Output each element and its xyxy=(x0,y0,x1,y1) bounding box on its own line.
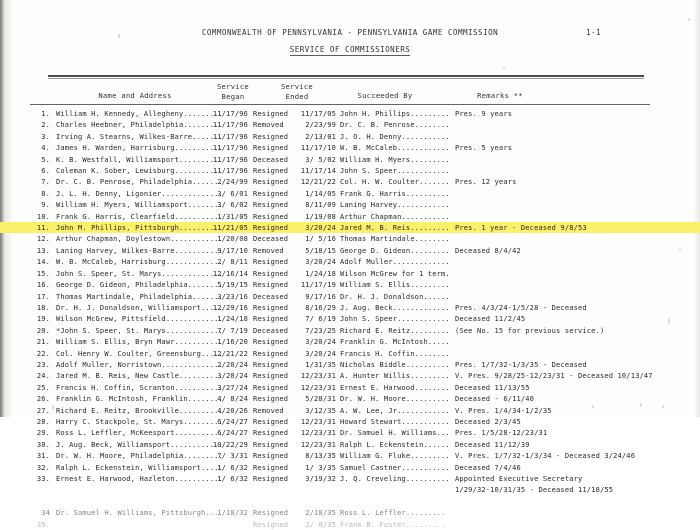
table-row[interactable] xyxy=(0,211,700,222)
succeeded-by-name: Dr. C. B. Penrose........ xyxy=(340,120,450,130)
table-row[interactable] xyxy=(0,416,700,427)
row-index: 12. xyxy=(36,234,50,244)
row-index: 25. xyxy=(36,382,50,392)
service-ended-reason: Resigned xyxy=(253,416,289,426)
table-column-headers xyxy=(0,82,700,104)
commissioner-name-and-address: Arthur Chapman, Doylestown............ xyxy=(56,234,223,244)
table-row[interactable] xyxy=(0,439,700,450)
remarks-text: Deceased 11/12/39 xyxy=(455,439,530,449)
service-ended-date: 11/17/10 xyxy=(300,143,336,153)
succeeded-by-name: Wilson McGrew for 1 term. xyxy=(340,268,450,278)
service-ended-date: 2/ 8/35 xyxy=(305,519,336,529)
table-row[interactable] xyxy=(0,473,700,484)
commissioner-name-and-address: Dr. W. H. Moore, Philadelphia......... xyxy=(56,451,223,461)
table-row[interactable] xyxy=(0,233,700,244)
service-ended-date: 11/17/19 xyxy=(300,280,336,290)
remarks-text: Pres. 1 year - Deceased 9/8/53 xyxy=(455,223,587,233)
service-ended-reason: Resigned xyxy=(253,394,289,404)
table-row[interactable] xyxy=(0,154,700,165)
column-header-name: Name and Address xyxy=(98,91,172,100)
row-index: 35. xyxy=(36,519,50,529)
row-index: 20. xyxy=(36,325,50,335)
commissioner-name-and-address: George D. Gideon, Philadelphia........ xyxy=(56,280,223,290)
table-row[interactable] xyxy=(0,348,700,359)
commissioner-name-and-address: Ross L. Leffler, McKeesport........... xyxy=(56,428,223,438)
succeeded-by-name: Frank G. Harris.......... xyxy=(340,188,450,198)
commissioner-name-and-address: Frank G. Harris, Clearfield........... xyxy=(56,211,223,221)
commissioner-name-and-address: J. Aug. Beck, Williamsport............ xyxy=(56,439,223,449)
service-ended-reason: Resigned xyxy=(253,268,289,278)
remarks-text: V. Pres. 1/4/34-1/2/35 xyxy=(455,405,552,415)
row-index: 31. xyxy=(36,451,50,461)
service-began-date: 1/24/18 xyxy=(217,314,248,324)
commissioner-name-and-address: Wilson McGrew, Pittsfield............. xyxy=(56,314,223,324)
table-row[interactable] xyxy=(0,382,700,393)
commissioner-name-and-address: Richard E. Reitz, Brookville.......... xyxy=(56,405,223,415)
succeeded-by-name: J. Q. Creveling.......... xyxy=(340,474,450,483)
service-began-date: 6/24/27 xyxy=(217,416,248,426)
remarks-text: Pres. 1/7/32-1/3/35 - Deceased xyxy=(455,359,587,369)
row-index: 9. xyxy=(41,200,50,210)
service-ended-date: 1/ 3/35 xyxy=(305,462,336,472)
service-ended-reason: Resigned xyxy=(253,314,289,324)
service-ended-reason: Resigned xyxy=(253,428,289,438)
succeeded-by-name: Ralph L. Eckenstein...... xyxy=(340,439,450,449)
service-ended-date: 8/11/09 xyxy=(305,200,336,210)
scan-speck xyxy=(503,67,505,69)
table-row-spacer xyxy=(0,496,700,507)
service-began-date: 11/17/96 xyxy=(212,166,248,176)
commissioner-name-and-address: James H. Warden, Harrisburg........... xyxy=(56,143,223,153)
service-ended-date: 12/23/31 xyxy=(300,382,336,392)
succeeded-by-name: William G. Fluke......... xyxy=(340,451,450,461)
remarks-text: V. Pres. 1/7/32-1/3/34 - Deceased 3/24/46 xyxy=(455,451,636,461)
commissioner-name-and-address: Francis H. Coffin, Scranton........... xyxy=(56,382,223,392)
service-ended-reason: Resigned xyxy=(253,109,289,118)
page-number: 1-1 xyxy=(586,28,601,37)
service-ended-reason: Deceased xyxy=(253,154,289,164)
row-index: 4. xyxy=(41,143,50,153)
remarks-text: Deceased 8/4/42 xyxy=(455,245,521,255)
remarks-text: Pres. 5 years xyxy=(455,143,513,153)
row-index: 27. xyxy=(36,405,50,415)
service-ended-reason: Resigned xyxy=(253,508,289,518)
remarks-text: Appointed Executive Secretary xyxy=(455,474,583,483)
table-row[interactable] xyxy=(0,222,700,233)
table-row[interactable] xyxy=(0,108,700,119)
succeeded-by-name: Frank B. Foster......... xyxy=(340,519,446,529)
table-row[interactable] xyxy=(0,405,700,416)
commissioner-name-and-address: W. B. McCaleb, Harrisburg............. xyxy=(56,257,223,267)
column-header-service-began: Service Began xyxy=(216,82,250,101)
row-index: 5. xyxy=(41,154,50,164)
row-index: 11. xyxy=(36,223,50,233)
remarks-text: Pres. 4/3/24-1/5/28 - Deceased xyxy=(455,302,587,312)
row-index: 34 xyxy=(41,508,50,518)
service-began-date: 11/21/05 xyxy=(212,223,248,233)
succeeded-by-name: John S. Speer............ xyxy=(340,314,450,324)
commissioner-name-and-address: K. B. Westfall, Williamsport.......... xyxy=(56,154,223,164)
service-ended-reason: Resigned xyxy=(253,166,289,176)
commissioner-name-and-address: Thomas Martindale, Philadelphia....... xyxy=(56,291,223,301)
service-began-date: 10/22/29 xyxy=(212,439,248,449)
commissioner-name-and-address: Jared M. B. Reis, New Castle.......... xyxy=(56,371,223,381)
commissioner-name-and-address: Col. Henry W. Coulter, Greensburg..... xyxy=(56,348,223,358)
commissioner-name-and-address: William H. Kennedy, Allegheny......... xyxy=(56,109,223,118)
service-ended-date: 11/17/14 xyxy=(300,166,336,176)
service-ended-date: 8/13/35 xyxy=(305,451,336,461)
table-row[interactable] xyxy=(0,302,700,313)
commissioner-name-and-address: Irving A. Stearns, Wilkes-Barre....... xyxy=(56,131,223,141)
table-row[interactable] xyxy=(0,462,700,473)
row-index: 14. xyxy=(36,257,50,267)
table-row[interactable] xyxy=(0,268,700,279)
service-ended-reason: Resigned xyxy=(253,280,289,290)
horizontal-rule-top xyxy=(48,75,644,77)
remarks-text: Deceased 11/13/55 xyxy=(455,382,530,392)
service-began-date: 1/ 6/32 xyxy=(217,474,248,483)
service-ended-date: 3/20/24 xyxy=(305,223,336,233)
succeeded-by-name: William S. Ellis......... xyxy=(340,280,450,290)
service-began-date: 1/18/32 xyxy=(217,508,248,518)
remarks-text: Pres. 12 years xyxy=(455,177,517,187)
service-began-date: 1/20/08 xyxy=(217,234,248,244)
row-index: 6. xyxy=(41,166,50,176)
service-began-date: 11/17/96 xyxy=(212,131,248,141)
service-ended-reason: Deceased xyxy=(253,234,289,244)
service-began-date: 11/17/96 xyxy=(212,154,248,164)
table-row[interactable] xyxy=(0,450,700,461)
row-index: 22. xyxy=(36,348,50,358)
table-row[interactable] xyxy=(0,291,700,302)
service-ended-reason: Resigned xyxy=(253,188,289,198)
horizontal-rule-top-thin xyxy=(48,78,644,79)
service-ended-date: 3/19/32 xyxy=(305,474,336,483)
document-title: COMMONWEALTH OF PENNSYLVANIA - PENNSYLVANIA GAME COMMISSION xyxy=(201,28,499,37)
row-index: 21. xyxy=(36,337,50,347)
table-row[interactable] xyxy=(0,507,700,518)
row-index: 2. xyxy=(41,120,50,130)
remarks-text: Deceased 7/4/46 xyxy=(455,462,521,472)
service-ended-date: 12/23/31 xyxy=(300,416,336,426)
row-index: 30. xyxy=(36,439,50,449)
row-index: 28. xyxy=(36,416,50,426)
table-row[interactable] xyxy=(0,142,700,153)
service-ended-reason: Resigned xyxy=(253,223,289,233)
service-began-date: 4/ 8/24 xyxy=(217,394,248,404)
service-ended-reason: Resigned xyxy=(253,474,289,483)
service-ended-reason: Resigned xyxy=(253,359,289,369)
service-began-date: 11/17/96 xyxy=(212,109,248,118)
row-index: 15. xyxy=(36,268,50,278)
table-row[interactable] xyxy=(0,119,700,130)
row-index: 33. xyxy=(36,474,50,483)
commissioner-name-and-address: William S. Ellis, Bryn Mawr........... xyxy=(56,337,223,347)
service-ended-reason: Deceased xyxy=(253,325,289,335)
table-row[interactable] xyxy=(0,199,700,210)
service-ended-date: 3/20/24 xyxy=(305,257,336,267)
table-row[interactable] xyxy=(0,245,700,256)
remarks-text: Deceased 2/3/45 xyxy=(455,416,521,426)
service-began-date: 4/20/26 xyxy=(217,405,248,415)
table-row[interactable] xyxy=(0,165,700,176)
service-began-date: 1/ 6/32 xyxy=(217,462,248,472)
service-ended-date: 2/13/01 xyxy=(305,131,336,141)
remarks-text: (See No. 15 for previous service.) xyxy=(455,325,605,335)
commissioner-name-and-address: Adolf Muller, Norristown.............. xyxy=(56,359,223,369)
succeeded-by-name: William H. Myers......... xyxy=(340,154,450,164)
service-ended-reason: Resigned xyxy=(253,177,289,187)
table-row[interactable] xyxy=(0,131,700,142)
succeeded-by-name: John H. Phillips......... xyxy=(340,109,450,118)
succeeded-by-name: Nicholas Biddle.......... xyxy=(340,359,450,369)
horizontal-rule-header-separator xyxy=(30,104,650,105)
row-index: 32. xyxy=(36,462,50,472)
service-ended-date: 7/ 6/19 xyxy=(305,314,336,324)
service-began-date: 3/ 6/02 xyxy=(217,200,248,210)
service-began-date: 11/17/96 xyxy=(212,120,248,130)
service-ended-reason: Resigned xyxy=(253,371,289,381)
succeeded-by-name: Laning Harvey............ xyxy=(340,200,450,210)
row-index: 10. xyxy=(36,211,50,221)
table-row[interactable] xyxy=(0,176,700,187)
row-index: 7. xyxy=(41,177,50,187)
service-ended-reason: Resigned xyxy=(253,337,289,347)
table-row[interactable] xyxy=(0,188,700,199)
succeeded-by-name: J. Aug. Beck............. xyxy=(340,302,450,312)
succeeded-by-name: Dr. H. J. Donaldson...... xyxy=(340,291,450,301)
succeeded-by-name: Samuel Castner........... xyxy=(340,462,450,472)
succeeded-by-name: J. O. H. Denny........... xyxy=(340,131,450,141)
service-ended-date: 3/20/24 xyxy=(305,337,336,347)
service-ended-date: 9/17/16 xyxy=(305,291,336,301)
service-ended-date: 1/14/05 xyxy=(305,188,336,198)
row-index: 3. xyxy=(41,131,50,141)
succeeded-by-name: Ernest E. Harwood........ xyxy=(340,382,450,392)
service-began-date: 1/16/20 xyxy=(217,337,248,347)
succeeded-by-name: George D. Gideon......... xyxy=(340,245,450,255)
remarks-text: Deceased 11/2/45 xyxy=(455,314,526,324)
service-ended-reason: Resigned xyxy=(253,439,289,449)
row-index: 1. xyxy=(41,109,50,118)
row-index: 18. xyxy=(36,302,50,312)
service-ended-reason: Resigned xyxy=(253,348,289,358)
commissioner-name-and-address: William H. Myers, Williamsport........ xyxy=(56,200,223,210)
commissioner-name-and-address: Franklin G. McIntosh, Franklin........ xyxy=(56,394,223,404)
row-index: 23. xyxy=(36,359,50,369)
table-row-continuation xyxy=(0,484,700,495)
remarks-text-continued: 1/29/32-10/31/35 - Deceased 11/18/55 xyxy=(455,485,614,495)
commissioner-name-and-address: Ernest E. Harwood, Hazleton........... xyxy=(56,474,223,483)
commissioner-name-and-address: Dr. Samuel H. Williams, Pittsburgh.... xyxy=(56,508,223,518)
service-ended-reason: Deceased xyxy=(253,291,289,301)
document-subtitle xyxy=(0,45,700,54)
commissioner-name-and-address: Dr. C. B. Penrose, Philadelphia....... xyxy=(56,177,223,187)
table-row[interactable] xyxy=(0,336,700,347)
service-ended-reason: Removed xyxy=(253,120,284,130)
service-ended-date: 12/21/22 xyxy=(300,177,336,187)
service-ended-date: 12/23/31 xyxy=(300,439,336,449)
row-index: 13. xyxy=(36,245,50,255)
commissioner-name-and-address: J. L. H. Denny, Ligonier.............. xyxy=(56,188,223,198)
commissioner-name-and-address: John M. Phillips, Pittsburgh.......... xyxy=(56,223,223,233)
table-row[interactable] xyxy=(0,256,700,267)
succeeded-by-name: W. B. McCaleb............ xyxy=(340,143,450,153)
table-row[interactable] xyxy=(0,370,700,381)
commissioner-name-and-address: Laning Harvey, Wilkes-Barre........... xyxy=(56,245,223,255)
service-ended-date: 1/24/18 xyxy=(305,268,336,278)
service-began-date: 2/20/24 xyxy=(217,359,248,369)
service-began-date: 3/ 6/01 xyxy=(217,188,248,198)
service-ended-date: 8/16/29 xyxy=(305,302,336,312)
service-ended-date: 1/31/35 xyxy=(305,359,336,369)
service-began-date: 12/29/16 xyxy=(212,302,248,312)
commissioner-name-and-address: Coleman K. Sober, Lewisburg........... xyxy=(56,166,223,176)
service-ended-reason: Resigned xyxy=(253,131,289,141)
table-row[interactable] xyxy=(0,279,700,290)
remarks-text: Pres. 9 years xyxy=(455,109,513,118)
row-index: 17. xyxy=(36,291,50,301)
row-index: 8. xyxy=(41,188,50,198)
service-began-date: 2/ 8/11 xyxy=(217,257,248,267)
succeeded-by-name: Dr. W. H. Moore.......... xyxy=(340,394,450,404)
commissioner-name-and-address: Harry C. Stackpole, St. Marys......... xyxy=(56,416,223,426)
table-row[interactable] xyxy=(0,359,700,370)
service-began-date: 7/ 3/31 xyxy=(217,451,248,461)
service-began-date: 5/19/15 xyxy=(217,280,248,290)
commissioner-name-and-address: Ralph L. Eckenstein, Williamsport..... xyxy=(56,462,223,472)
service-ended-date: 7/23/25 xyxy=(305,325,336,335)
service-ended-date: 3/ 5/02 xyxy=(305,154,336,164)
succeeded-by-name: Thomas Martindale........ xyxy=(340,234,450,244)
remarks-text: Pres. 1/5/28-12/23/31 xyxy=(455,428,548,438)
service-ended-reason: Resigned xyxy=(253,143,289,153)
service-ended-date: 3/20/24 xyxy=(305,348,336,358)
service-began-date: 2/24/99 xyxy=(217,177,248,187)
service-began-date: 7/ 7/19 xyxy=(217,325,248,335)
table-row[interactable] xyxy=(0,427,700,438)
table-row[interactable] xyxy=(0,313,700,324)
service-ended-reason: Removed xyxy=(253,245,284,255)
scan-speck xyxy=(688,18,690,21)
succeeded-by-name: Francis H. Coffin........ xyxy=(340,348,450,358)
succeeded-by-name: Arthur Chapman........... xyxy=(340,211,450,221)
succeeded-by-name: Jared M. B. Reis......... xyxy=(340,223,450,233)
succeeded-by-name: Richard E. Reitz......... xyxy=(340,325,450,335)
service-ended-reason: Resigned xyxy=(253,200,289,210)
service-began-date: 12/16/14 xyxy=(212,268,248,278)
column-header-remarks: Remarks ** xyxy=(477,91,523,100)
service-ended-reason: Resigned xyxy=(253,462,289,472)
succeeded-by-name: John S. Speer............ xyxy=(340,166,450,176)
service-ended-reason: Removed xyxy=(253,405,284,415)
service-began-date: 6/24/27 xyxy=(217,428,248,438)
service-ended-date: 12/23/31 xyxy=(300,428,336,438)
service-began-date: 3/27/24 xyxy=(217,382,248,392)
table-row[interactable] xyxy=(0,325,700,336)
row-index: 19. xyxy=(36,314,50,324)
row-index: 26. xyxy=(36,394,50,404)
service-ended-date: 5/28/31 xyxy=(305,394,336,404)
service-ended-date: 2/23/99 xyxy=(305,120,336,130)
succeeded-by-name: A. Hunter Willis......... xyxy=(340,371,450,381)
succeeded-by-name: A. W. Lee, Jr............ xyxy=(340,405,450,415)
document-subtitle-underline: SERVICE OF COMMISSIONERS xyxy=(289,45,411,54)
remarks-text: V. Pres. 9/28/25-12/23/31 - Deceased 10/13/47 xyxy=(455,371,653,381)
service-began-date: 3/20/24 xyxy=(217,371,248,381)
commissioners-table-body xyxy=(0,108,700,530)
service-ended-reason: Resigned xyxy=(253,519,289,529)
row-index: 29. xyxy=(36,428,50,438)
table-row[interactable] xyxy=(0,519,700,530)
row-index: 16. xyxy=(36,280,50,290)
service-ended-reason: Resigned xyxy=(253,257,289,267)
service-began-date: 12/21/22 xyxy=(212,348,248,358)
row-index: 24. xyxy=(36,371,50,381)
service-ended-date: 11/17/05 xyxy=(300,109,336,118)
succeeded-by-name: Ross L. Leffler......... xyxy=(340,508,446,518)
service-ended-date: 1/ 5/16 xyxy=(305,234,336,244)
column-header-service-ended: Service Ended xyxy=(280,82,314,101)
succeeded-by-name: Col. H. W. Coulter....... xyxy=(340,177,450,187)
succeeded-by-name: Franklin G. McIntosh..... xyxy=(340,337,450,347)
succeeded-by-name: Adolf Muller............. xyxy=(340,257,450,267)
commissioner-name-and-address: John S. Speer, St. Marys.............. xyxy=(56,268,223,278)
service-began-date: 3/23/16 xyxy=(217,291,248,301)
service-ended-date: 3/12/35 xyxy=(305,405,336,415)
service-ended-reason: Resigned xyxy=(253,302,289,312)
service-ended-date: 1/19/08 xyxy=(305,211,336,221)
table-row[interactable] xyxy=(0,393,700,404)
remarks-text: Deceased - 6/11/40 xyxy=(455,394,535,404)
succeeded-by-name: Howard Stewart........... xyxy=(340,416,450,426)
column-header-succeeded-by: Succeeded By xyxy=(357,91,413,100)
service-began-date: 9/17/10 xyxy=(217,245,248,255)
succeeded-by-name: Dr. Samuel H. Williams... xyxy=(340,428,450,438)
service-ended-reason: Resigned xyxy=(253,451,289,461)
service-ended-date: 5/18/15 xyxy=(305,245,336,255)
commissioner-name-and-address: Charles Heebner, Philadelphia......... xyxy=(56,120,223,130)
service-ended-date: 2/18/35 xyxy=(305,508,336,518)
service-ended-reason: Resigned xyxy=(253,382,289,392)
service-began-date: 11/17/96 xyxy=(212,143,248,153)
service-ended-reason: Resigned xyxy=(253,211,289,221)
service-ended-date: 12/23/31 xyxy=(300,371,336,381)
commissioner-name-and-address: *John S. Speer, St. Marys............. xyxy=(56,325,223,335)
commissioner-name-and-address: Dr. H. J. Donaldson, Williamsport..... xyxy=(56,302,223,312)
service-began-date: 1/31/05 xyxy=(217,211,248,221)
